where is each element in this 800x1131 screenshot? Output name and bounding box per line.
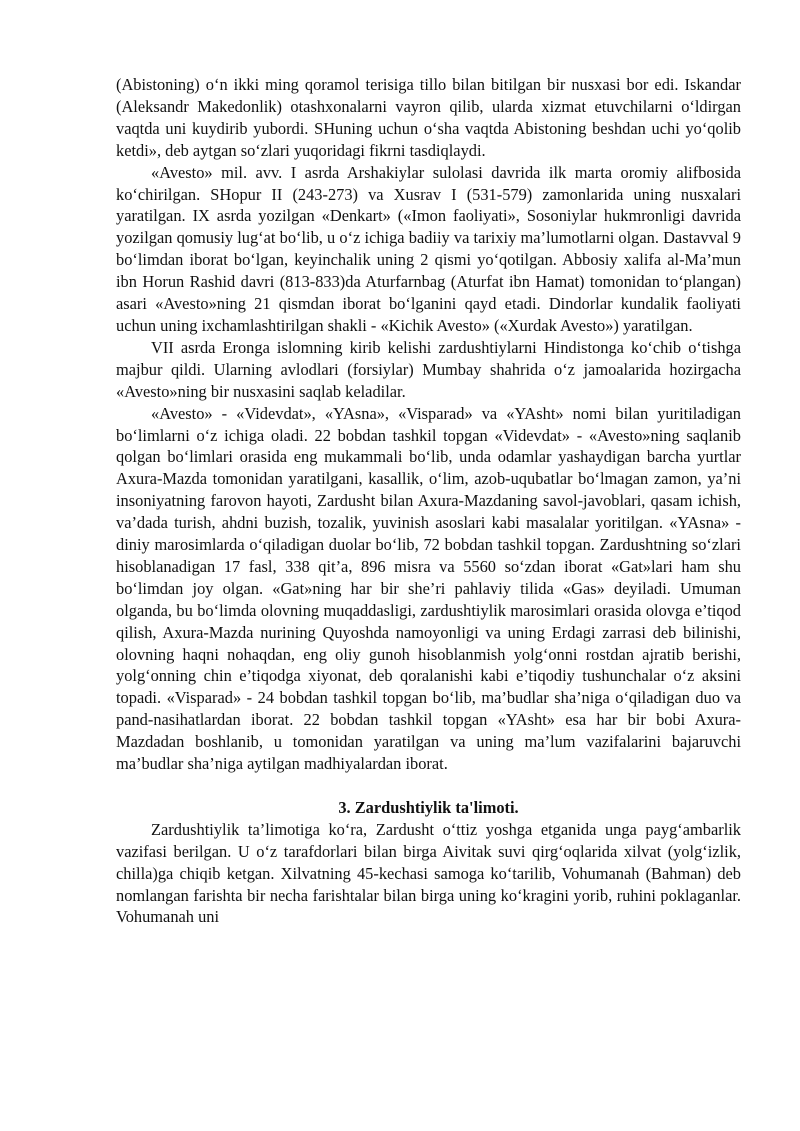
document-page [116, 74, 741, 928]
paragraph-continuation: (Abistoning) o‘n ikki ming qoramol terisiga tillo bilan bitilgan bir nusxasi bor edi. Iskandar (Aleksandr Makedonlik) otashxonalarni vayron qilib, ularda xizmat etuvchilarni o‘ldirgan vaqtda uni kuydirib yubordi. SHuning uchun o‘sha vaqtda Abistoning beshdan uchi yo‘qolib ketdi», deb aytgan so‘zlari yuqoridagi fikrni tasdiqlaydi. [116, 75, 741, 160]
paragraph-migration: VII asrda Eronga islomning kirib kelishi zardushtiylarni Hindistonga ko‘chib o‘tishga majbur qildi. Ularning avlodlari (forsiylar) Mumbay shahrida o‘z jamoalarida hozirgacha «Avesto»ning bir nusxasini saqlab keladilar. [116, 337, 741, 401]
paragraph-teaching: Zardushtiylik ta’limotiga ko‘ra, Zardusht o‘ttiz yoshga etganida unga payg‘ambarlik vazifasi berilgan. U o‘z tarafdorlari bilan birga Aivitak suvi qirg‘oqlarida xilvat (yolg‘izlik, chilla)ga chiqib ketgan. Xilvatning 45-kechasi samoga ko‘tarilib, Vohumanah (Bahman) deb nomlangan farishta bir necha farishtalar bilan birga uning ko‘kragini yorib, ruhini poklaganlar. Vohumanah uni [116, 819, 741, 927]
paragraph-avesto-copies: «Avesto» mil. avv. I asrda Arshakiylar sulolasi davrida ilk marta oromiy alifbosida ko‘chirilgan. SHopur II (243-273) va Xusrav I (531-579) zamonlarida uning nusxalari yaratilgan. IX asrda yozilgan «Denkart» («Imon faoliyati», Sosoniylar hukmronligi davrida yozilgan qomusiy lug‘at bo‘lib, u o‘z ichiga badiiy va tarixiy ma’lumotlarni olgan. Dastavval 9 bo‘limdan iborat bo‘lgan, keyinchalik uning 2 qismi yo‘qotilgan. Abbosiy xalifa al-Ma’mun ibn Horun Rashid davri (813-833)da Aturfarnbag (Aturfat ibn Hamat) tomonidan to‘plangan) asari «Avesto»ning 21 qismdan iborat bo‘lganini qayd etadi. Dindorlar kundalik faoliyati uchun uning ixchamlashtirilgan shakli - «Kichik Avesto» («Xurdak Avesto») yaratilgan. [116, 162, 741, 335]
section-heading: 3. Zardushtiylik ta'limoti. [338, 797, 519, 817]
paragraph-avesto-sections: «Avesto» - «Videvdat», «YAsna», «Visparad» va «YAsht» nomi bilan yuritiladigan bo‘limlarni o‘z ichiga oladi. 22 bobdan tashkil topgan «Videvdat» - «Avesto»ning saqlanib qolgan bo‘limlari orasida eng mukammali bo‘lib, unda odamlar yashaydigan barcha yurtlar Axura-Mazda tomonidan yaratilgani, kasallik, o‘lim, azob-uqubatlar bo‘lmagan zamon, ya’ni insoniyatning farovon hayoti, Zardusht bilan Axura-Mazdaning savol-javoblari, qasam ichish, va’dada turish, ahdni buzish, tozalik, yuvinish asoslari kabi masalalar yoritilgan. «YAsna» - diniy marosimlarda o‘qiladigan duolar bo‘lib, 72 bobdan tashkil topgan. Zardushtning so‘zlari hisoblanadigan 17 fasl, 338 qit’a, 896 misra va 5560 so‘zdan iborat «Gat»lari ham shu bo‘limdan joy olgan. «Gat»ning har bir she’ri pahlaviy tilida «Gas» deyiladi. Umuman olganda, bu bo‘limda olovning muqaddasligi, zardushtiylik marosimlari orasida olovga e’tiqod qilish, Axura-Mazda nurining Quyoshda namoyonligi va uning Erdagi zarrasi deb bilinishi, olovning haqni nohaqdan, eng oliy gunoh hisoblanmish yolg‘onni rostdan ajratib berishi, yolg‘onning chin e’tiqodga xiyonat, deb qoralanishi kabi e’tiqodiy tushunchalar o‘z aksini topadi. «Visparad» - 24 bobdan tashkil topgan bo‘lib, ma’budlar sha’niga o‘qiladigan duo va pand-nasihatlardan iborat. 22 bobdan tashkil topgan «YAsht» esa har bir bobi Axura-Mazdadan boshlanib, u tomonidan yaratilgan va uning ma’lum vazifalarini bajaruvchi ma’budlar sha’niga aytilgan madhiyalardan iborat. [116, 403, 741, 774]
